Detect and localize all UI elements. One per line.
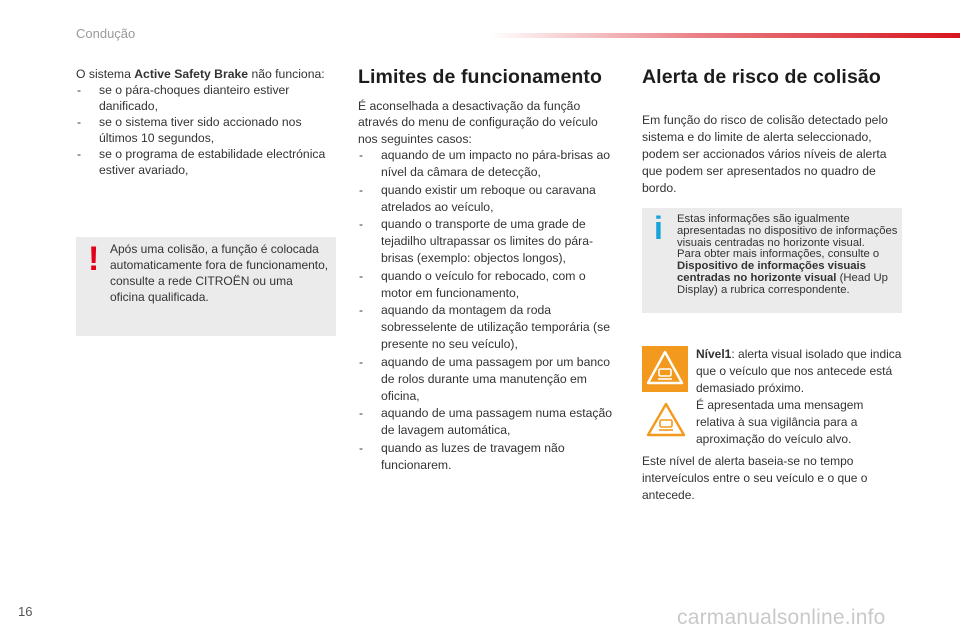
info-box <box>642 208 902 313</box>
limits-intro: É aconselhada a desactivação da função através do menu de configuração do veículo nos seguintes casos: <box>358 99 598 146</box>
alert-level1-text <box>696 346 902 448</box>
list-item: - quando existir um reboque ou caravana atrelados ao veículo, <box>358 182 620 216</box>
collision-intro: Em função do risco de colisão detectado pelo sistema e do limite de alerta seleccionado, podem ser accionados vários níveis de alerta que podem ser apresentados no quadro de bordo. <box>642 113 888 195</box>
column-operating-limits <box>358 66 620 474</box>
list-item: - se o pára-choques dianteiro estiver danificado, <box>76 82 338 114</box>
list-item: - se o programa de estabilidade electrónica estiver avariado, <box>76 146 338 178</box>
alert-level1 <box>642 346 904 446</box>
warning-icon: ! <box>88 240 100 278</box>
level1-label: Nível1 <box>696 347 732 361</box>
list-item: - se o sistema tiver sido accionado nos últimos 10 segundos, <box>76 114 338 146</box>
list-item: - quando as luzes de travagem não funcionarem. <box>358 440 620 474</box>
info-icon: i <box>654 210 663 246</box>
list-item: - quando o transporte de uma grade de tejadilho ultrapassar os limites do pára-brisas (exemplo: objectos longos), <box>358 216 620 268</box>
intro-bold: Active Safety Brake <box>134 67 249 81</box>
level1-description-2: É apresentada uma mensagem relativa à sua vigilância para a aproximação do veículo alvo. <box>696 398 864 446</box>
watermark: carmanualsonline.info <box>677 606 886 629</box>
list-item: - aquando de um impacto no pára-brisas ao nível da câmara de detecção, <box>358 147 620 181</box>
collision-warning-outline-icon <box>646 402 686 438</box>
list-item: - aquando de uma passagem numa estação de lavagem automática, <box>358 405 620 439</box>
column-collision-alert <box>642 66 904 197</box>
list-item: - aquando de uma passagem por um banco de rolos durante uma manutenção em oficina, <box>358 354 620 406</box>
section-label: Condução <box>76 26 136 41</box>
level1-description: : alerta visual isolado que indica que o veículo que nos antecede está demasiado próximo. <box>696 347 902 395</box>
column-active-safety-brake <box>76 66 338 178</box>
list-item: - aquando da montagem da roda sobresselente de utilização temporária (se presente no seu veículo), <box>358 302 620 354</box>
header-accent-bar <box>490 33 960 38</box>
intro-prefix: O sistema <box>76 67 135 81</box>
list-item: - quando o veículo for rebocado, com o motor em funcionamento, <box>358 268 620 302</box>
warning-text: Após uma colisão, a função é colocada automaticamente fora de funcionamento, consulte a rede CITROËN ou uma oficina qualificada. <box>110 242 329 304</box>
warning-box <box>76 237 336 336</box>
info-text-bold: Dispositivo de informações visuais centradas no horizonte visual <box>677 260 866 284</box>
info-text <box>677 214 899 297</box>
info-text-line2: Para obter mais informações, consulte o <box>677 248 880 261</box>
collision-warning-icon <box>642 346 688 392</box>
limits-list <box>358 147 620 474</box>
alert-footer-paragraph: Este nível de alerta baseia-se no tempo interveículos entre o seu veículo e o que o antecede. <box>642 454 868 502</box>
page-number: 16 <box>18 604 33 619</box>
intro-suffix: não funciona: <box>248 67 325 81</box>
failure-conditions-list <box>76 82 338 178</box>
info-text-line1: Estas informações são igualmente apresentadas no dispositivo de informações visuais centradas no horizonte visual. <box>677 213 898 249</box>
intro-paragraph <box>76 66 338 82</box>
info-text-suffix: (Head Up Display) a rubrica correspondente. <box>677 271 888 296</box>
heading-operating-limits: Limites de funcionamento <box>358 66 603 88</box>
heading-collision-alert: Alerta de risco de colisão <box>642 66 881 88</box>
